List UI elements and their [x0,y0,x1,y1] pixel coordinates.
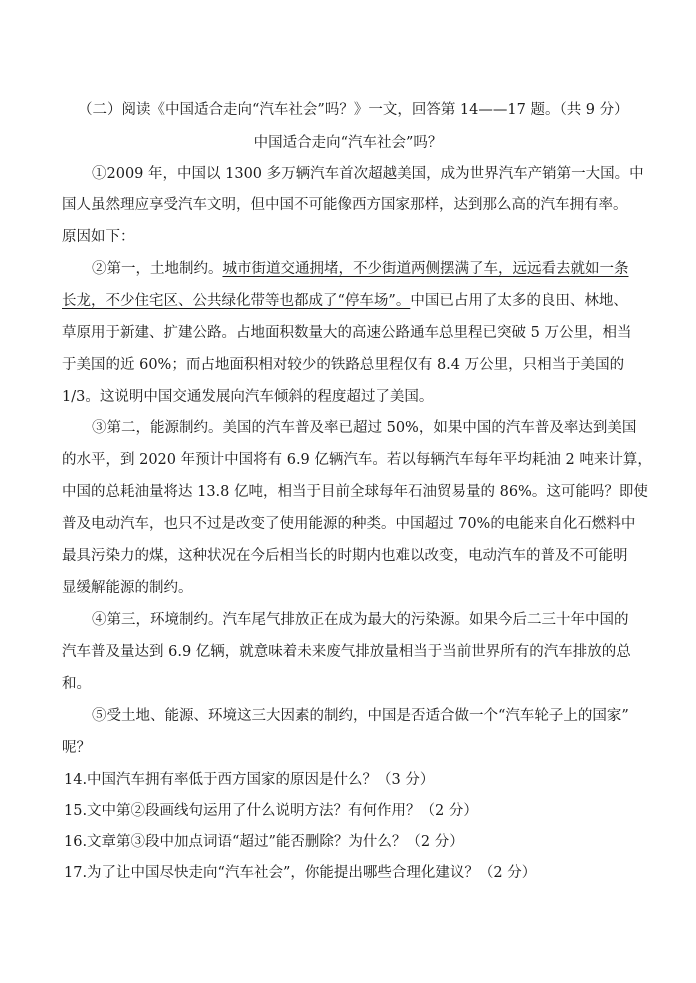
section-heading: （二）阅读《中国适合走向“汽车社会”吗？》一文，回答第 14——17 题。（共 9 分） [78,102,629,118]
paragraph-3-line-1: ③第二，能源制约。美国的汽车普及率已超过 50%，如果中国的汽车普及率达到美国 [92,420,637,436]
paragraph-4-line-2: 汽车普及量达到 6.9 亿辆，就意味着未来废气排放量相当于当前世界所有的汽车排放的总 [62,644,631,660]
paragraph-2-line-2-rest: 中国已占用了太多的良田、林地、 [410,293,628,309]
paragraph-3-line-5: 最具污染力的煤，这种状况在今后相当长的时期内也难以改变，电动汽车的普及不可能明 [62,548,628,564]
paragraph-2-line-1 [92,259,629,279]
article-title: 中国适合走向“汽车社会”吗？ [253,135,443,151]
paragraph-1-line-2: 国人虽然理应享受汽车文明，但中国不可能像西方国家那样，达到那么高的汽车拥有率。 [62,197,628,213]
paragraph-1-line-3: 原因如下： [62,229,135,245]
question-17: 17.为了让中国尽快走向“汽车社会”，你能提出哪些合理化建议？（2 分） [64,865,537,881]
paragraph-3-line-4: 普及电动汽车，也只不过是改变了使用能源的种类。中国超过 70%的电能来自化石燃料中 [62,516,636,532]
paragraph-5-line-1: ⑤受土地、能源、环境这三大因素的制约，中国是否适合做一个“汽车轮子上的国家” [92,708,629,724]
question-15: 15.文中第②段画线句运用了什么说明方法？有何作用？（2 分） [64,803,478,819]
underlined-sentence-part-1: 城市街道交通拥堵，不少街道两侧摆满了车，远远看去就如一条 [222,261,629,277]
paragraph-3-line-6: 显缓解能源的制约。 [62,580,193,596]
paragraph-1-line-1: ①2009 年，中国以 1300 多万辆汽车首次超越美国，成为世界汽车产销第一大国。中 [92,166,644,182]
underlined-sentence-part-2: 长龙，不少住宅区、公共绿化带等也都成了“停车场”。 [62,293,411,309]
paragraph-3-line-3: 中国的总耗油量将达 13.8 亿吨，相当于目前全球每年石油贸易量的 86%。这可能吗？即使 [62,484,648,500]
paragraph-5-line-2: 呢？ [62,740,91,756]
paragraph-4-line-1: ④第三，环境制约。汽车尾气排放正在成为最大的污染源。如果今后二三十年中国的 [92,612,629,628]
paragraph-2-lead: ②第一，土地制约。 [92,261,223,277]
paragraph-2-line-4: 于美国的近 60%；而占地面积相对较少的铁路总里程仅有 8.4 万公里，只相当于美国的 [62,357,625,373]
paragraph-4-line-3: 和。 [62,676,91,692]
paragraph-2-line-2 [62,291,628,311]
question-16: 16.文章第③段中加点词语“超过”能否删除？为什么？（2 分） [64,834,464,850]
paragraph-2-line-5: 1/3。这说明中国交通发展向汽车倾斜的程度超过了美国。 [62,389,434,405]
paragraph-3-line-2: 的水平，到 2020 年预计中国将有 6.9 亿辆汽车。若以每辆汽车每年平均耗油 2 吨来计算， [62,452,652,468]
paragraph-2-line-3: 草原用于新建、扩建公路。占地面积数量大的高速公路通车总里程已突破 5 万公里，相当 [62,325,632,341]
question-14: 14.中国汽车拥有率低于西方国家的原因是什么？（3 分） [64,772,435,788]
